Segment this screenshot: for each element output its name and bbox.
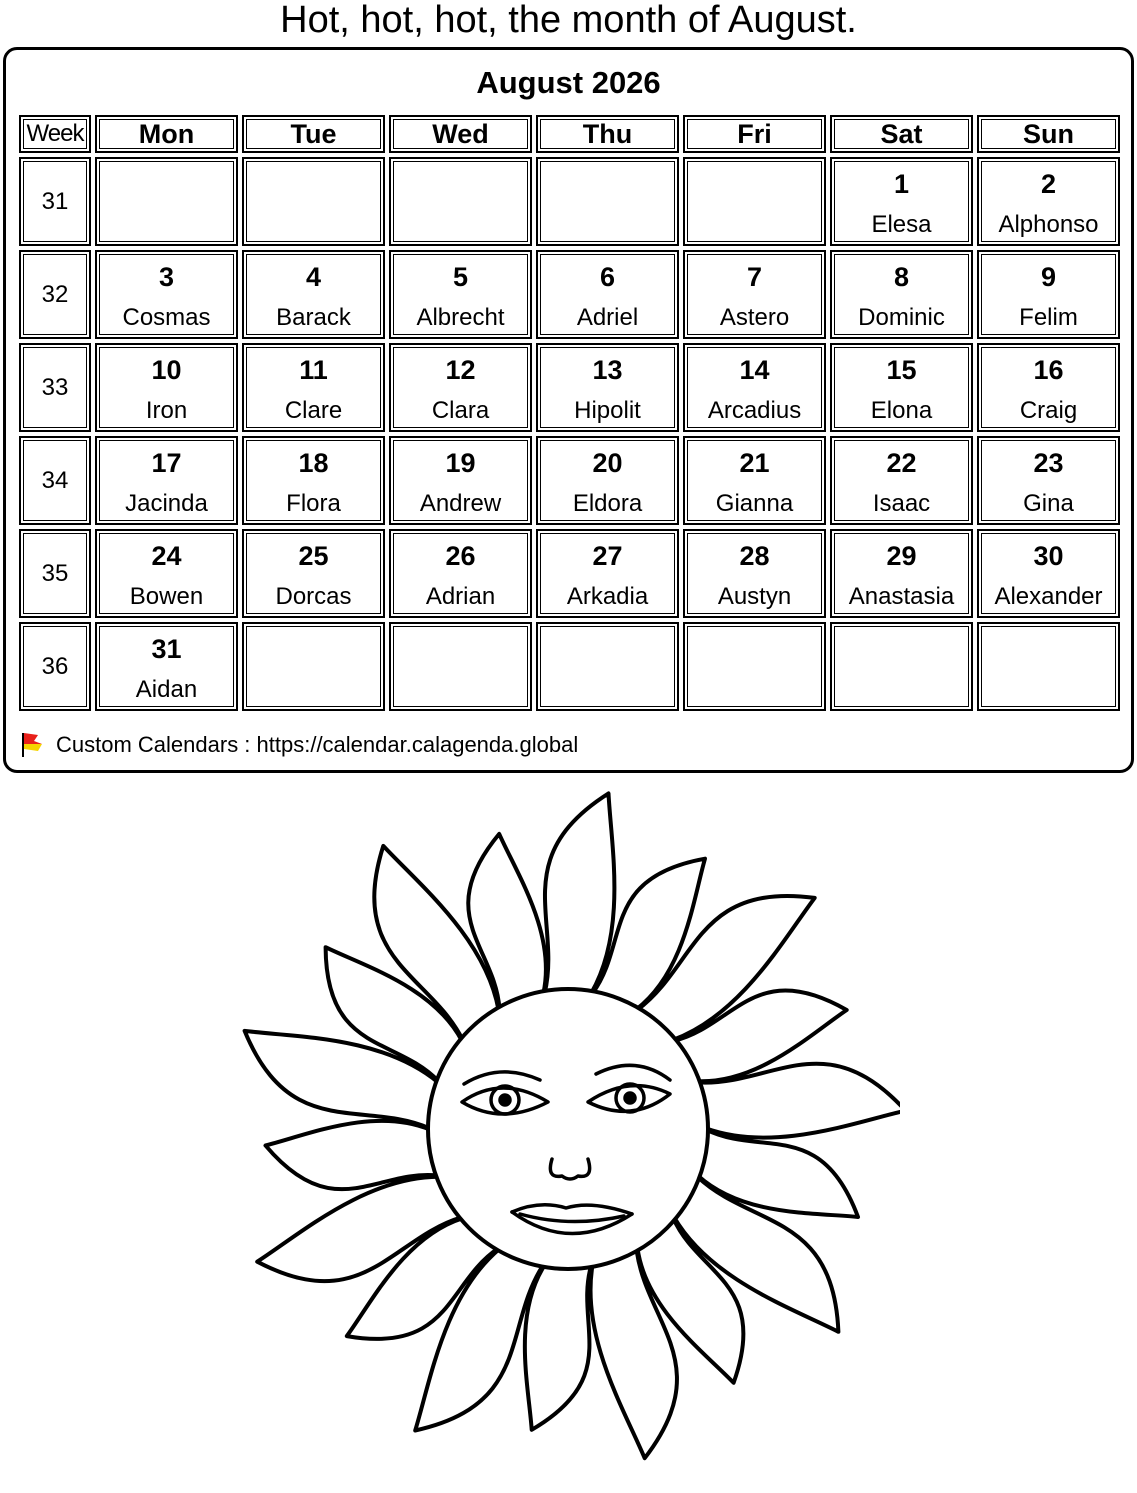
day-cell — [536, 250, 679, 339]
name-day: Iron — [145, 397, 188, 424]
week-column-header: Week — [19, 115, 91, 153]
name-day: Cosmas — [122, 304, 211, 331]
day-cell — [95, 250, 238, 339]
day-number: 16 — [1033, 355, 1064, 385]
name-day: Isaac — [872, 490, 931, 517]
day-cell — [683, 250, 826, 339]
day-cell — [389, 529, 532, 618]
week-number: 33 — [19, 343, 91, 432]
day-cell — [830, 250, 973, 339]
empty-day-cell — [389, 157, 532, 246]
day-cell — [242, 343, 385, 432]
name-day: Elona — [870, 397, 933, 424]
sun-face-icon — [240, 784, 900, 1484]
day-number: 17 — [151, 448, 182, 478]
name-day: Dominic — [858, 304, 945, 331]
day-header: Mon — [95, 115, 238, 153]
page-title: Hot, hot, hot, the month of August. — [280, 0, 857, 41]
day-cell — [242, 250, 385, 339]
day-header: Thu — [536, 115, 679, 153]
day-cell — [830, 157, 973, 246]
name-day: Astero — [719, 304, 790, 331]
empty-day-cell — [977, 622, 1120, 711]
name-day: Gina — [1023, 490, 1074, 517]
empty-day-cell — [536, 622, 679, 711]
day-number: 5 — [452, 262, 469, 292]
day-number: 7 — [746, 262, 763, 292]
day-number: 12 — [445, 355, 476, 385]
day-number: 4 — [305, 262, 322, 292]
day-cell — [977, 436, 1120, 525]
day-number: 28 — [739, 541, 770, 571]
day-number: 31 — [151, 634, 182, 664]
footer — [20, 730, 578, 760]
name-day: Jacinda — [125, 490, 208, 517]
day-header: Fri — [683, 115, 826, 153]
day-number: 11 — [299, 355, 328, 385]
name-day: Hipolit — [574, 397, 641, 424]
day-cell — [95, 436, 238, 525]
name-day: Clare — [284, 397, 343, 424]
name-day: Eldora — [572, 490, 643, 517]
name-day: Aidan — [135, 676, 198, 703]
day-header: Wed — [389, 115, 532, 153]
day-number: 1 — [893, 169, 910, 199]
week-number: 32 — [19, 250, 91, 339]
day-number: 10 — [151, 355, 182, 385]
empty-day-cell — [242, 157, 385, 246]
week-number: 35 — [19, 529, 91, 618]
empty-day-cell — [683, 157, 826, 246]
day-number: 3 — [158, 262, 175, 292]
day-cell — [977, 343, 1120, 432]
day-cell — [95, 622, 238, 711]
day-cell — [977, 157, 1120, 246]
day-number: 22 — [886, 448, 917, 478]
day-number: 13 — [592, 355, 623, 385]
name-day: Elesa — [871, 211, 932, 238]
day-cell — [830, 343, 973, 432]
day-cell — [536, 436, 679, 525]
day-cell — [389, 250, 532, 339]
name-day: Arcadius — [707, 397, 802, 424]
day-number: 20 — [592, 448, 623, 478]
day-cell — [830, 436, 973, 525]
day-cell — [242, 529, 385, 618]
day-header: Sun — [977, 115, 1120, 153]
day-cell — [977, 529, 1120, 618]
name-day: Clara — [431, 397, 490, 424]
day-cell — [683, 436, 826, 525]
day-number: 23 — [1033, 448, 1064, 478]
name-day: Felim — [1019, 304, 1078, 331]
day-header: Tue — [242, 115, 385, 153]
name-day: Alexander — [994, 583, 1103, 610]
day-number: 25 — [298, 541, 329, 571]
week-number: 34 — [19, 436, 91, 525]
name-day: Anastasia — [848, 583, 955, 610]
footer-link-text[interactable]: Custom Calendars : https://calendar.calagenda.global — [56, 732, 579, 757]
name-day: Alphonso — [998, 211, 1099, 238]
day-number: 24 — [151, 541, 182, 571]
calendar-grid — [19, 115, 1120, 711]
name-day: Austyn — [717, 583, 792, 610]
day-cell — [830, 529, 973, 618]
name-day: Arkadia — [566, 583, 649, 610]
day-number: 18 — [298, 448, 329, 478]
day-number: 29 — [886, 541, 917, 571]
calendar-frame — [3, 47, 1134, 773]
name-day: Adrian — [425, 583, 496, 610]
day-number: 6 — [599, 262, 616, 292]
day-cell — [536, 529, 679, 618]
calendar-flag-icon — [20, 731, 46, 759]
day-number: 2 — [1040, 169, 1057, 199]
empty-day-cell — [536, 157, 679, 246]
month-title: August 2026 — [476, 65, 661, 100]
day-number: 15 — [886, 355, 917, 385]
name-day: Andrew — [419, 490, 502, 517]
name-day: Dorcas — [275, 583, 352, 610]
day-header: Sat — [830, 115, 973, 153]
day-number: 21 — [739, 448, 770, 478]
name-day: Albrecht — [416, 304, 505, 331]
day-cell — [389, 436, 532, 525]
day-number: 19 — [445, 448, 476, 478]
day-cell — [536, 343, 679, 432]
empty-day-cell — [242, 622, 385, 711]
day-number: 14 — [739, 355, 770, 385]
day-number: 9 — [1040, 262, 1057, 292]
day-cell — [389, 343, 532, 432]
day-number: 26 — [445, 541, 476, 571]
name-day: Barack — [276, 304, 351, 331]
week-number: 36 — [19, 622, 91, 711]
empty-day-cell — [95, 157, 238, 246]
day-number: 30 — [1033, 541, 1064, 571]
day-number: 27 — [592, 541, 623, 571]
empty-day-cell — [683, 622, 826, 711]
day-cell — [977, 250, 1120, 339]
empty-day-cell — [389, 622, 532, 711]
empty-day-cell — [830, 622, 973, 711]
name-day: Adriel — [576, 304, 639, 331]
day-number: 8 — [893, 262, 910, 292]
name-day: Flora — [286, 490, 341, 517]
day-cell — [95, 529, 238, 618]
day-cell — [242, 436, 385, 525]
name-day: Bowen — [129, 583, 204, 610]
day-cell — [683, 343, 826, 432]
week-number: 31 — [19, 157, 91, 246]
day-cell — [683, 529, 826, 618]
name-day: Gianna — [715, 490, 794, 517]
day-cell — [95, 343, 238, 432]
name-day: Craig — [1019, 397, 1078, 424]
